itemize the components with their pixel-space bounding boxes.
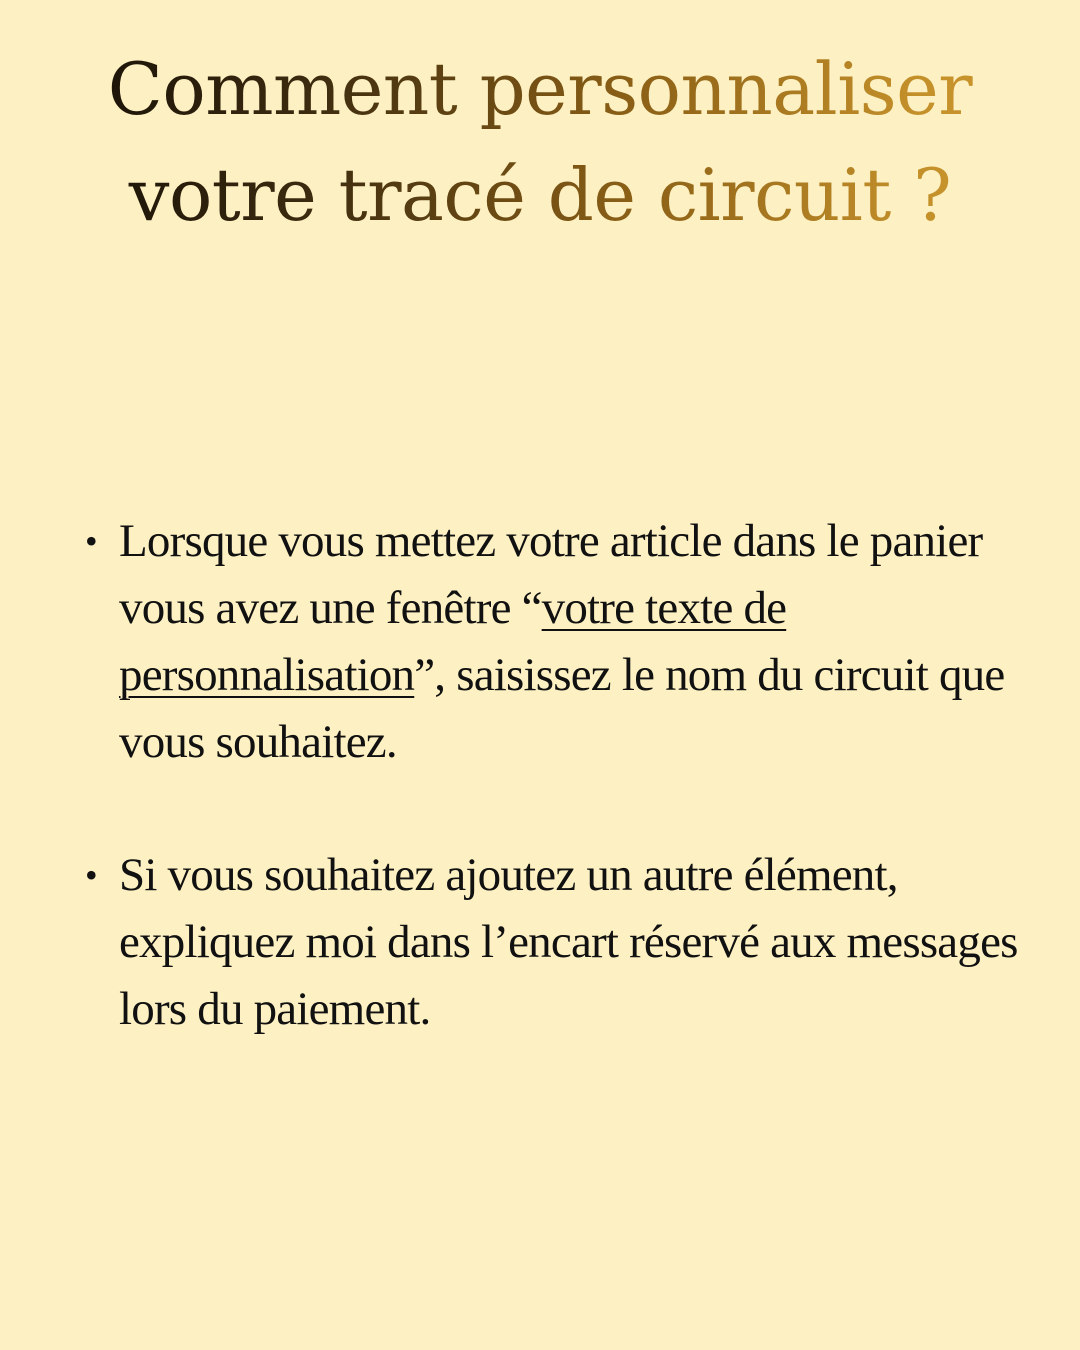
list-item	[85, 508, 1045, 776]
title-line-1: Comment personnaliser	[107, 47, 973, 131]
bullet-2-text: Si vous souhaitez ajoutez un autre élément, expliquez moi dans l’encart réservé aux messages lors du paiement.	[119, 849, 1018, 1035]
bullet-1-text-end: ”, saisissez le nom du circuit que vous souhaitez.	[119, 649, 1005, 768]
instruction-list	[85, 508, 1045, 1109]
list-item	[85, 842, 1045, 1043]
personalization-field-reference: votre texte de personnalisation	[119, 582, 787, 701]
title-line-2: votre tracé de circuit ?	[128, 153, 952, 237]
bullet-1-text-start: Lorsque vous mettez votre article dans le panier vous avez une fenêtre “	[119, 515, 983, 634]
page-title	[0, 36, 1080, 248]
